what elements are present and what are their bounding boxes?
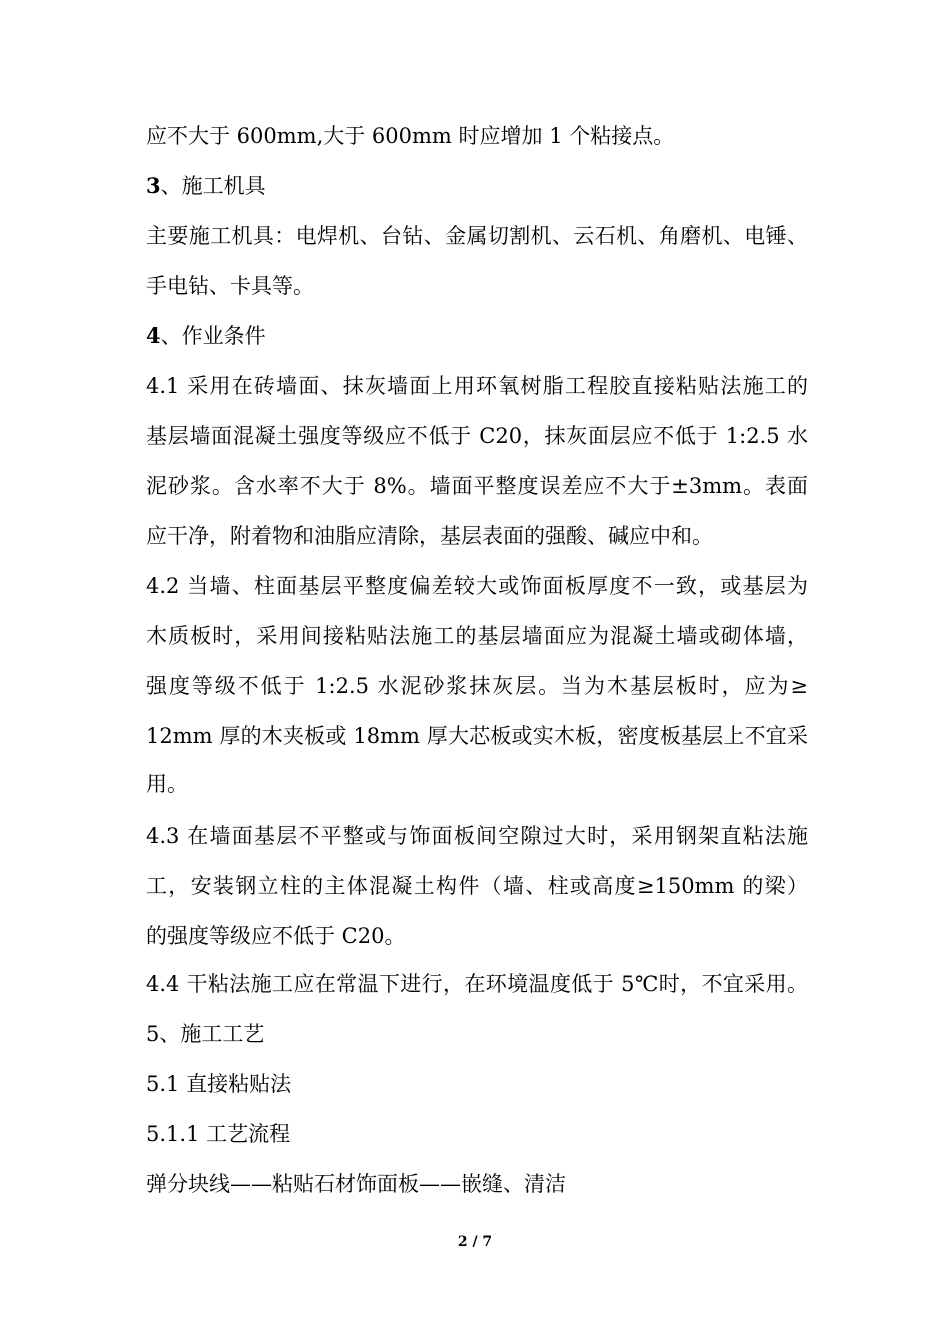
text-line: 4.1 采用在砖墙面、抹灰墙面上用环氧树脂工程胶直接粘贴法施工的 xyxy=(146,374,808,398)
text-line: 泥砂浆。含水率不大于 8%。墙面平整度误差应不大于±3mm。表面 xyxy=(146,474,808,498)
text-line: 12mm 厚的木夹板或 18mm 厚大芯板或实木板，密度板基层上不宜采 xyxy=(146,724,808,748)
heading-text: 、施工机具 xyxy=(160,174,266,198)
process-flow-text: 弹分块线——粘贴石材饰面板——嵌缝、清洁 xyxy=(146,1172,566,1196)
heading-number: 4 xyxy=(146,323,161,348)
text-line: 4.4 干粘法施工应在常温下进行，在环境温度低于 5℃时，不宜采用。 xyxy=(146,972,808,996)
text-line: 4.2 当墙、柱面基层平整度偏差较大或饰面板厚度不一致，或基层为 xyxy=(146,574,808,598)
text-line: 工，安装钢立柱的主体混凝土构件（墙、柱或高度≥150mm 的梁） xyxy=(146,874,808,898)
text-line: 基层墙面混凝土强度等级应不低于 C20，抹灰面层应不低于 1:2.5 水 xyxy=(146,424,808,448)
page-number: 2 / 7 xyxy=(457,1234,493,1250)
text-line: 用。 xyxy=(146,772,188,796)
text-line: 应干净，附着物和油脂应清除，基层表面的强酸、碱应中和。 xyxy=(146,524,713,548)
text-line: 木质板时，采用间接粘贴法施工的基层墙面应为混凝土墙或砌体墙， xyxy=(146,624,808,648)
text-line: 主要施工机具：电焊机、台钻、金属切割机、云石机、角磨机、电锤、 xyxy=(146,224,808,248)
text-line: 手电钻、卡具等。 xyxy=(146,274,314,298)
heading-number: 3 xyxy=(146,173,161,198)
text-line: 应不大于 600mm,大于 600mm 时应增加 1 个粘接点。 xyxy=(146,124,675,148)
subsection-heading-5-1: 5.1 直接粘贴法 xyxy=(146,1072,292,1096)
heading-text: 、作业条件 xyxy=(160,324,266,348)
subsection-heading-5-1-1: 5.1.1 工艺流程 xyxy=(146,1122,291,1146)
text-line: 4.3 在墙面基层不平整或与饰面板间空隙过大时，采用钢架直粘法施 xyxy=(146,824,808,848)
text-line: 的强度等级应不低于 C20。 xyxy=(146,924,406,948)
text-line: 强度等级不低于 1:2.5 水泥砂浆抹灰层。当为木基层板时，应为≥ xyxy=(146,674,808,698)
section-heading-4 xyxy=(146,322,266,350)
section-heading-3 xyxy=(146,172,266,200)
section-heading-5: 5、施工工艺 xyxy=(146,1022,265,1046)
